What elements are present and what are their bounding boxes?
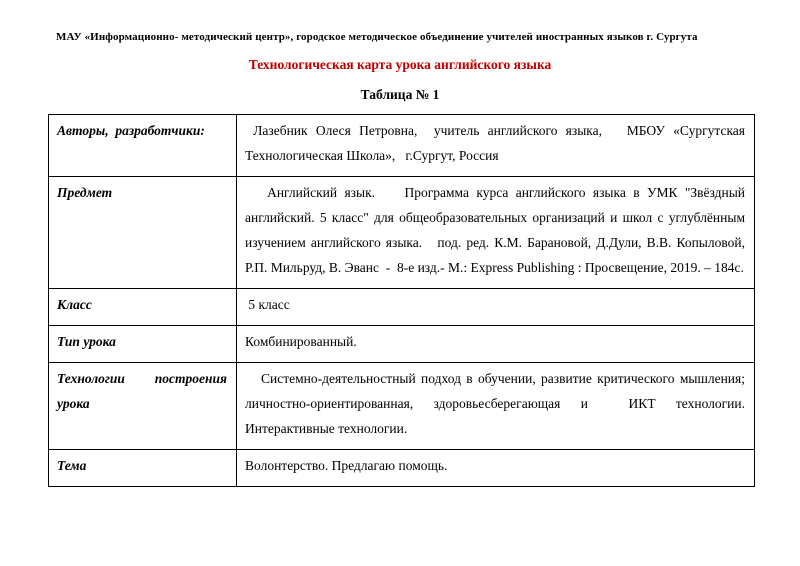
table-row-lesson-type	[49, 326, 755, 363]
table-row-subject	[49, 177, 755, 289]
table-row-authors	[49, 115, 755, 177]
row-value-technologies: Системно-деятельностный подход в обучении, развитие критического мышления; личностно-ориентированная, здоровьесберегающая и ИКТ технологии. Интерактивные технологии.	[237, 363, 755, 450]
row-label-lesson-type: Тип урока	[49, 326, 237, 363]
table-row-technologies	[49, 363, 755, 450]
table-row-theme	[49, 450, 755, 487]
row-label-technologies: Технологии построения урока	[49, 363, 237, 450]
row-value-theme: Волонтерство. Предлагаю помощь.	[237, 450, 755, 487]
document-org-line: МАУ «Информационно- методический центр», городское методическое объединение учителей иностранных языков г. Сургута	[56, 31, 698, 43]
row-label-subject: Предмет	[49, 177, 237, 289]
row-label-theme: Тема	[49, 450, 237, 487]
document-title: Технологическая карта урока английского языка	[248, 57, 552, 72]
row-value-grade: 5 класс	[237, 289, 755, 326]
row-label-authors: Авторы, разработчики:	[49, 115, 237, 177]
row-value-subject: Английский язык. Программа курса английского языка в УМК "Звёздный английский. 5 класс" для общеобразовательных организаций и школ с углублённым изучением английского языка. под. ред. К.М. Барановой, Д.Дули, В.В. Копыловой, Р.П. Мильруд, В. Эванс - 8-е изд.- М.: Express Publishing : Просвещение, 2019. – 184с.	[237, 177, 755, 289]
table-row-grade	[49, 289, 755, 326]
row-value-lesson-type: Комбинированный.	[237, 326, 755, 363]
row-label-grade: Класс	[49, 289, 237, 326]
table-caption: Таблица № 1	[360, 87, 440, 102]
row-value-authors: Лазебник Олеся Петровна, учитель английского языка, МБОУ «Сургутская Технологическая Школа», г.Сургут, Россия	[237, 115, 755, 177]
lesson-info-table	[48, 114, 755, 487]
